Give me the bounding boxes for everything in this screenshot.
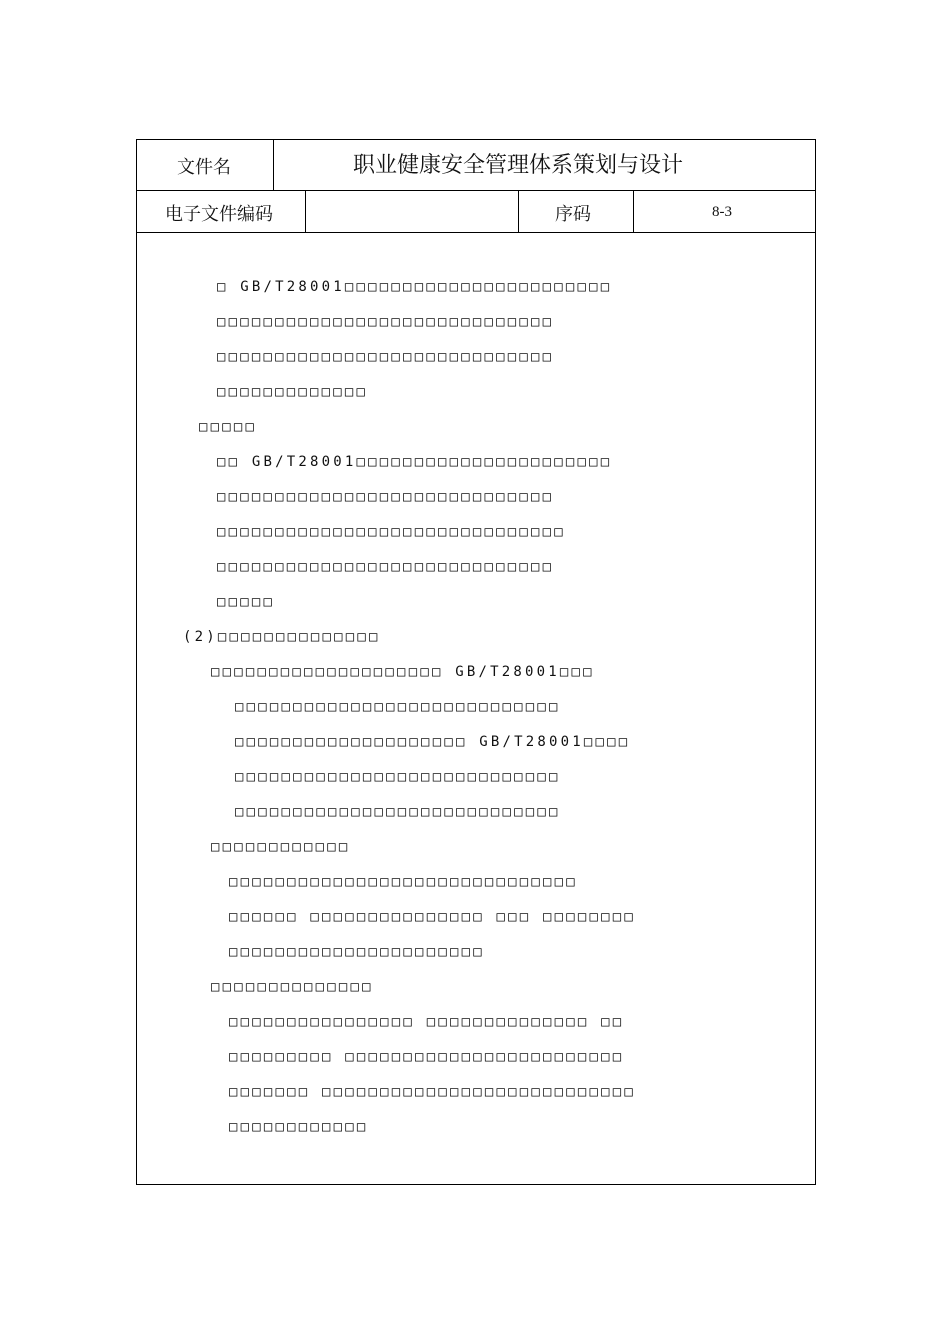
row1-column-divider xyxy=(273,140,274,190)
body-line: □□□□□□□□□□□□□□□□□□□□ GB/T28001□□□ xyxy=(211,664,595,680)
document-title: 职业健康安全管理体系策划与设计 xyxy=(353,153,684,178)
body-line: □□□□□ xyxy=(217,594,276,610)
body-line: □□□□□□□□□□□□□□□□□□□□□□□□□□□□□ xyxy=(217,314,555,330)
body-line: □□□□□□□□□□□□□□□□□□□□□□□□□□□□ xyxy=(235,804,561,820)
row2-divider-1 xyxy=(305,190,306,232)
body-line: □□□□□□□□□□□□□□□□□□□□ GB/T28001□□□□ xyxy=(235,734,631,750)
body-line: □□□□□□□□□ □□□□□□□□□□□□□□□□□□□□□□□□ xyxy=(229,1049,625,1065)
body-line: □□□□□□□□□□□□□□□□□□□□□□□□□□□□□ xyxy=(217,489,555,505)
row2-divider-2 xyxy=(518,190,519,232)
body-line: □□□□□□□□□□□□□□ xyxy=(211,979,374,995)
body-line: □□□□□□□□□□□□□□□□□□□□□□ xyxy=(229,944,485,960)
body-line: □□□□□□□□□□□□□□□□ □□□□□□□□□□□□□□ □□ xyxy=(229,1014,625,1030)
file-name-label: 文件名 xyxy=(177,157,231,178)
body-line: □□□□□□□□□□□□ xyxy=(211,839,351,855)
sequence-value: 8-3 xyxy=(712,204,732,220)
body-line: □□□□□□□□□□□□□□□□□□□□□□□□□□□□□ xyxy=(217,559,555,575)
header-bottom-divider xyxy=(137,232,815,233)
body-line: □ GB/T28001□□□□□□□□□□□□□□□□□□□□□□□ xyxy=(217,279,613,295)
body-line: □□ GB/T28001□□□□□□□□□□□□□□□□□□□□□□ xyxy=(217,454,613,470)
file-code-label: 电子文件编码 xyxy=(165,204,273,225)
body-line: □□□□□□ □□□□□□□□□□□□□□□ □□□ □□□□□□□□ xyxy=(229,909,637,925)
body-line: □□□□□□□□□□□□□□□□□□□□□□□□□□□□ xyxy=(235,699,561,715)
body-line: □□□□□□□□□□□□□□□□□□□□□□□□□□□□□□ xyxy=(229,874,578,890)
body-line: □□□□□□□□□□□□□□□□□□□□□□□□□□□□ xyxy=(235,769,561,785)
body-line: □□□□□□□□□□□□ xyxy=(229,1119,369,1135)
body-line: □□□□□□□ □□□□□□□□□□□□□□□□□□□□□□□□□□□ xyxy=(229,1084,637,1100)
body-line: □□□□□□□□□□□□□ xyxy=(217,384,369,400)
body-line: □□□□□□□□□□□□□□□□□□□□□□□□□□□□□ xyxy=(217,349,555,365)
header-row-divider xyxy=(137,190,815,191)
sequence-label: 序码 xyxy=(555,204,591,225)
section-heading: (2)□□□□□□□□□□□□□□ xyxy=(183,629,381,645)
body-line: □□□□□□□□□□□□□□□□□□□□□□□□□□□□□□ xyxy=(217,524,566,540)
row2-divider-3 xyxy=(633,190,634,232)
body-line: □□□□□ xyxy=(199,419,258,435)
